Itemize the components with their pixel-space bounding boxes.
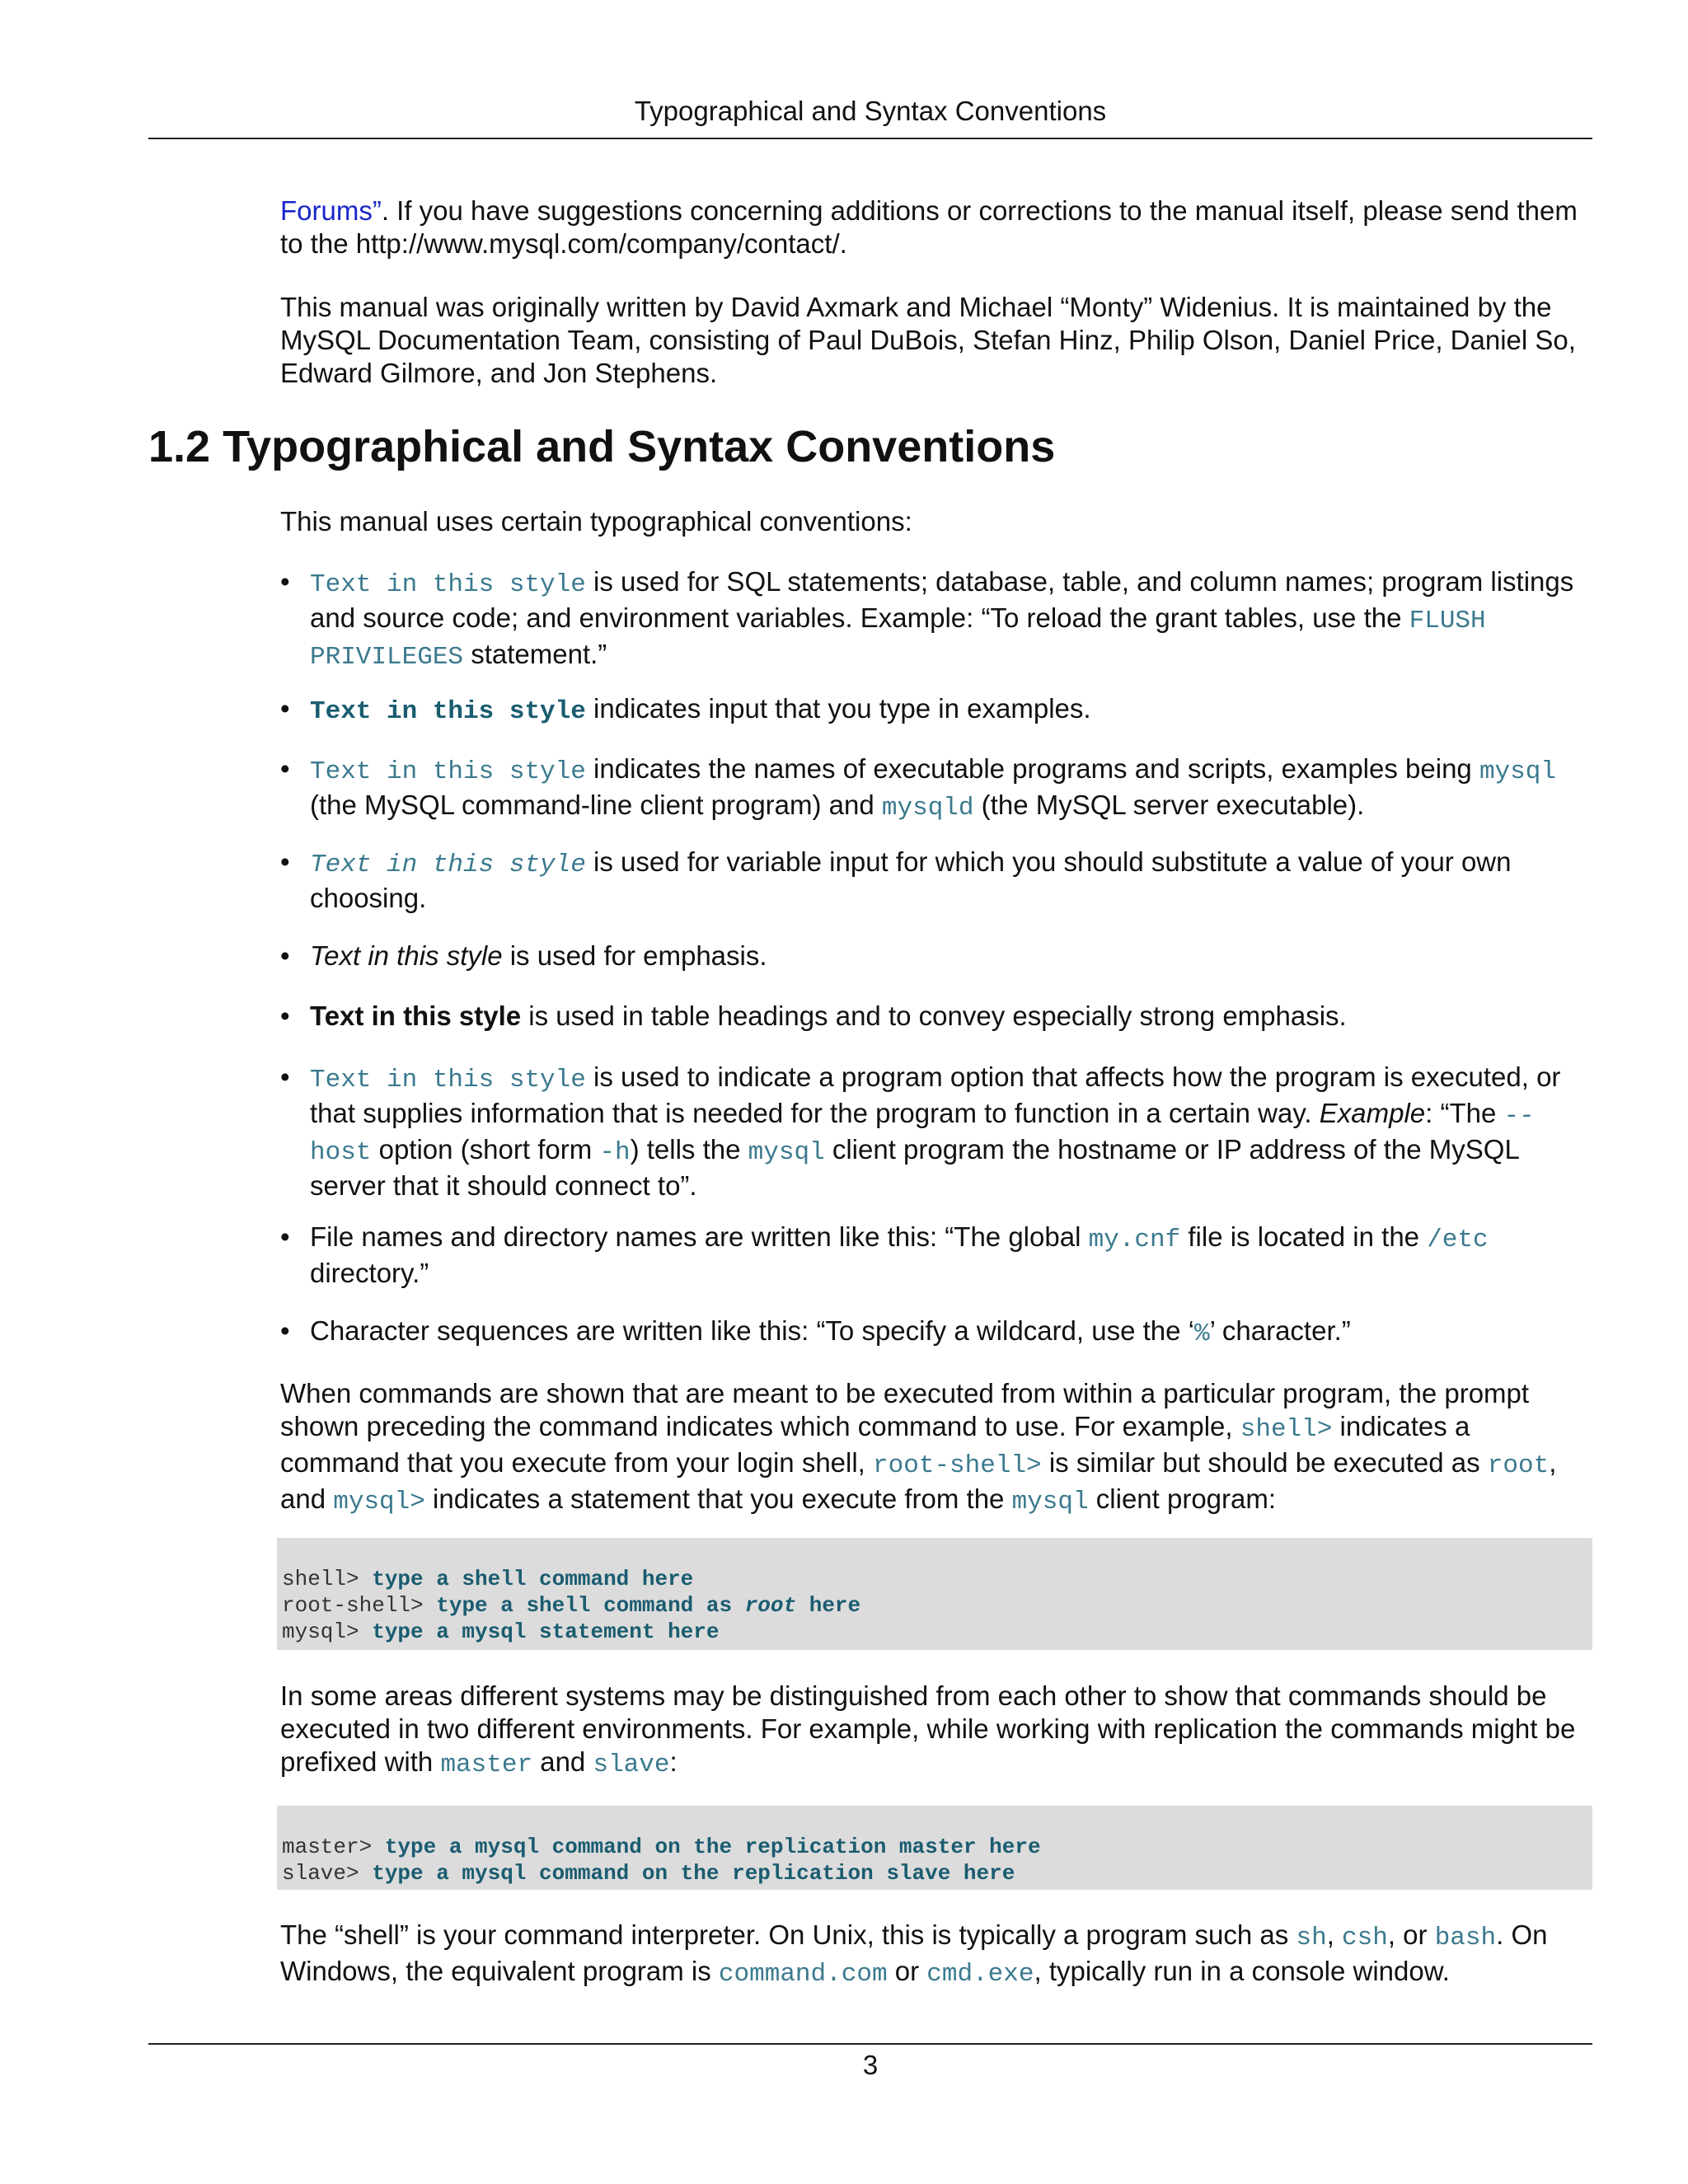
forums-link[interactable]: Forums” [280,195,382,226]
bullet-list [280,1061,1592,1202]
bullet-list [280,692,1592,729]
intro-paragraph-2: This manual was originally written by David Axmark and Michael “Monty” Widenius. It is maintained by the MySQL Documentation Team, consisting of Paul DuBois, Stefan Hinz, Philip Olson, Daniel Price, Daniel So, Edward Gilmore, and Jon Stephens. [280,292,1576,388]
list-item: • Text in this style indicates input that you type in examples. [280,692,1592,729]
list-item: • Text in this style is used in table headings and to convey especially strong emphasis. [280,1000,1592,1033]
section-lead: This manual uses certain typographical conventions: [280,506,912,537]
code-example-replication: master> type a mysql command on the replication master here slave> type a mysql command on the replication slave here [277,1806,1592,1890]
list-item: • Character sequences are written like this: “To specify a wildcard, use the ‘%’ character.” [280,1315,1592,1351]
list-item: • Text in this style is used for emphasis. [280,940,1592,972]
list-item: • Text in this style is used for SQL statements; database, table, and column names; program listings and source code; and environment variables. Example: “To reload the grant tables, use the FLUSH PRIVILEGES statement.” [280,565,1592,674]
bullet-list [280,565,1592,674]
section-title: 1.2 Typographical and Syntax Conventions [148,422,1056,471]
bullet-list [280,752,1592,825]
page-number: 3 [862,2050,879,2080]
bullet-list [280,940,1592,972]
bullet-list [280,846,1592,915]
footer-rule [148,2043,1592,2045]
list-item: • Text in this style is used to indicate a program option that affects how the program is executed, or that supplies information that is needed for the program to function in a certain way. Example: “The --host option (short form -h) tells the mysql client program the hostname or IP address of the MySQL server that it should connect to”. [280,1061,1592,1202]
shell-paragraph: The “shell” is your command interpreter. On Unix, this is typically a program such as sh, csh, or bash. On Windows, the equivalent program is command.com or cmd.exe, typically run in a console window. [280,1919,1548,1989]
list-item: • Text in this style is used for variable input for which you should substitute a value of your own choosing. [280,846,1592,915]
code-example-prompts: shell> type a shell command here root-shell> type a shell command as root here mysql> type a mysql statement here [277,1538,1592,1650]
replication-paragraph: In some areas different systems may be distinguished from each other to show that commands should be executed in two different environments. For example, while working with replication the commands might be prefixed with master and slave: [280,1680,1576,1779]
running-header: Typographical and Syntax Conventions [634,96,1107,126]
header-rule [148,138,1592,139]
list-item: • Text in this style indicates the names of executable programs and scripts, examples being mysql (the MySQL command-line client program) and mysqld (the MySQL server executable). [280,752,1592,825]
list-item: • File names and directory names are written like this: “The global my.cnf file is located in the /etc directory.” [280,1221,1592,1290]
bullet-list [280,1000,1592,1033]
intro-paragraph-1: Forums”. If you have suggestions concerning additions or corrections to the manual itself, please send them to the http://www.mysql.com/company/contact/. [280,195,1578,259]
bullet-list [280,1221,1592,1290]
bullet-list [280,1315,1592,1351]
prompts-paragraph: When commands are shown that are meant to be executed from within a particular program, the prompt shown preceding the command indicates which command to use. For example, shell> indicates a command that you execute from your login shell, root-shell> is similar but should be executed as root, and mysql> indicates a statement that you execute from the mysql client program: [280,1378,1557,1516]
